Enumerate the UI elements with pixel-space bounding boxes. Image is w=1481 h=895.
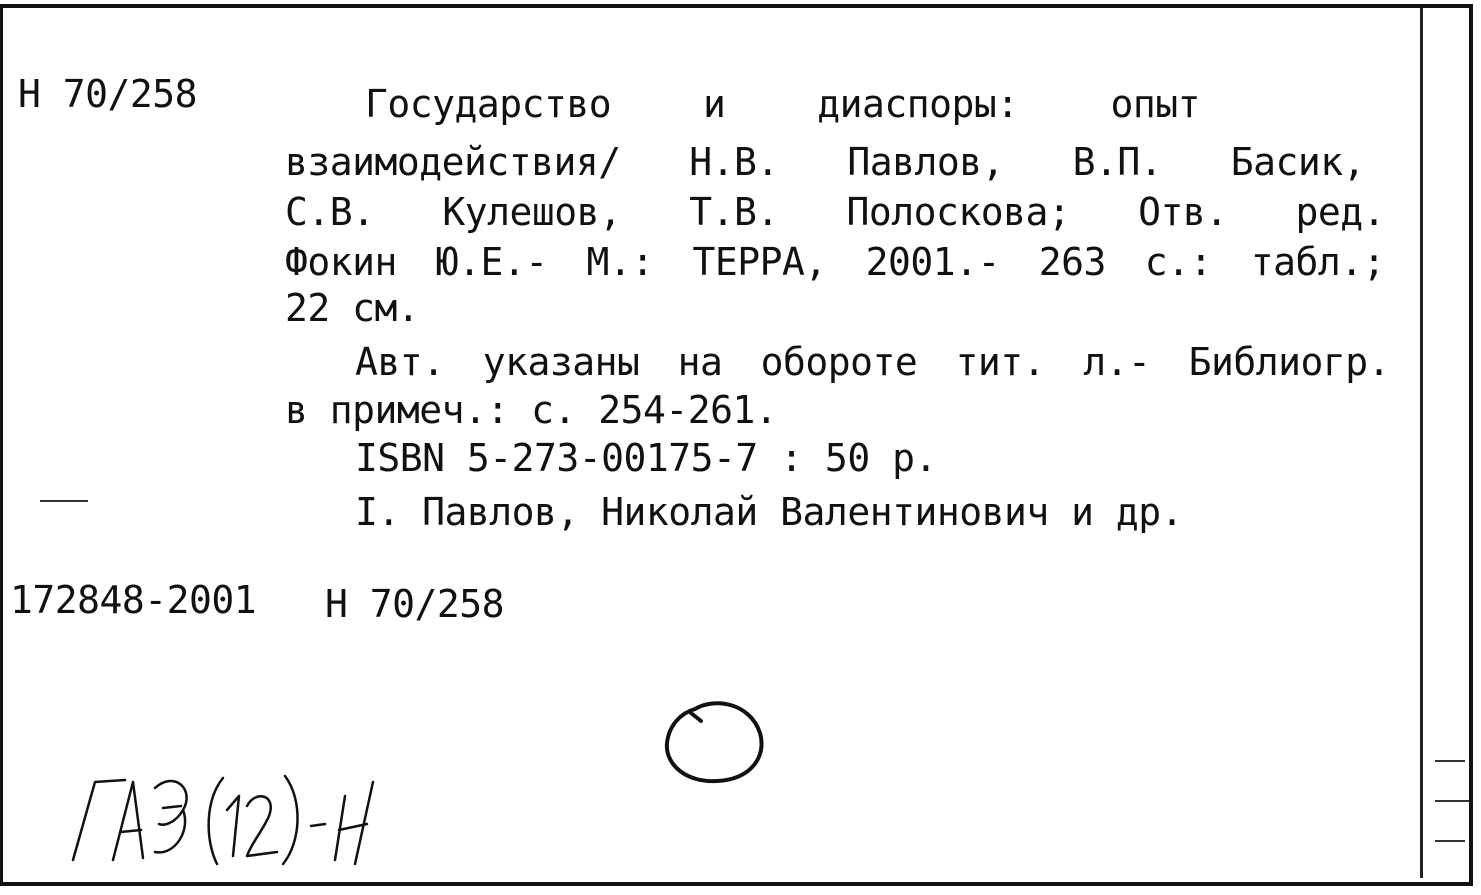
call-number-bottom: Н 70/258 [325, 582, 505, 626]
hand-drawn-circle-mark [655, 695, 770, 790]
title-line-2: взаимодействия/ Н.В. Павлов, В.П. Басик, [285, 140, 1365, 184]
speck [1435, 760, 1465, 762]
handwritten-shelf-code [55, 760, 395, 870]
isbn-line: ISBN 5-273-00175-7 : 50 р. [355, 436, 937, 480]
speck [1435, 800, 1469, 802]
note-line-2: в примеч.: с. 254-261. [285, 388, 778, 432]
note-line-1: Авт. указаны на обороте тит. л.- Библиогр. [355, 340, 1390, 384]
card-edge-line [1420, 8, 1423, 878]
title-line-4: Фокин Ю.Е.- М.: ТЕРРА, 2001.- 263 с.: табл.; [285, 240, 1385, 284]
speck [1435, 840, 1465, 842]
title-line-1: Государство и диаспоры: опыт [365, 82, 1200, 126]
added-entry-line: I. Павлов, Николай Валентинович и др. [355, 490, 1183, 534]
title-line-5: 22 см. [285, 286, 420, 330]
call-number-top: Н 70/258 [18, 72, 198, 116]
inventory-number: 172848-2001 [10, 578, 257, 622]
title-line-3: С.В. Кулешов, Т.В. Полоскова; Отв. ред. [285, 190, 1385, 234]
speck [40, 500, 88, 502]
